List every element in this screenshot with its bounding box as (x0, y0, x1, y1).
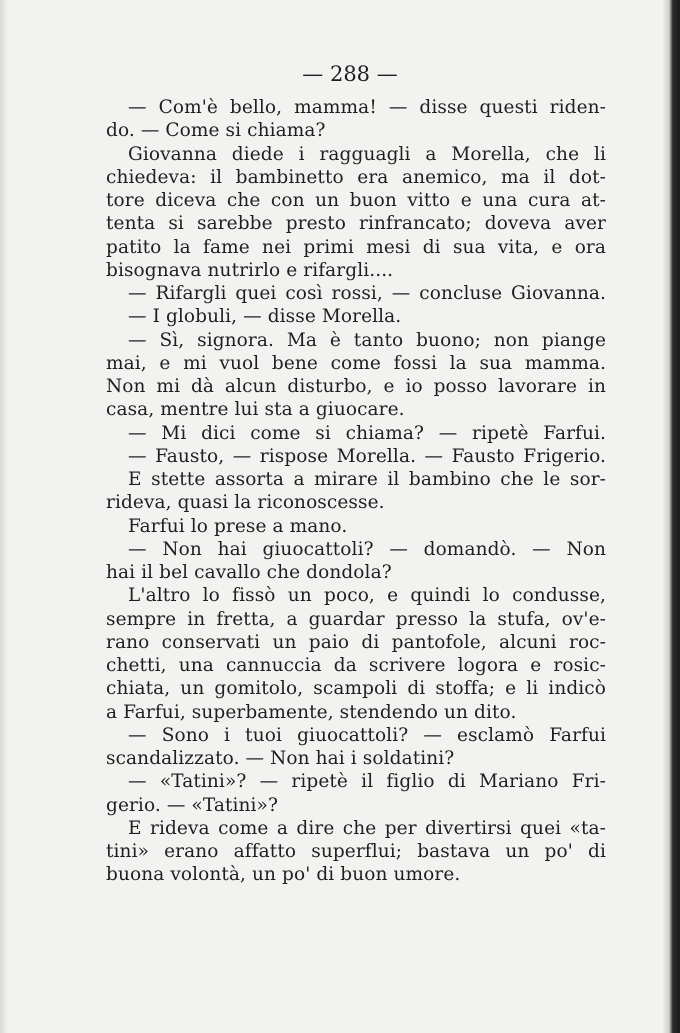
text-line: rideva, quasi la riconoscesse. (106, 492, 385, 514)
text-line: chetti, una cannuccia da scrivere logora e rosic- (106, 655, 606, 676)
book-binding-edge (662, 0, 680, 1033)
text-line: do. — Come si chiama? (106, 120, 326, 142)
text-line: — Rifargli quei così rossi, — concluse Giovanna. (128, 283, 606, 304)
text-line: tore diceva che con un buon vitto e una cura at- (106, 190, 606, 211)
text-line: buona volontà, un po' di buon umore. (106, 864, 461, 886)
text-line: sempre in fretta, a guardar presso la stufa, ov'e- (106, 608, 606, 630)
text-line: mai, e mi vuol bene come fossi la sua mamma. (106, 352, 606, 374)
text-line: casa, mentre lui sta a giuocare. (106, 399, 405, 421)
text-line: Non mi dà alcun disturbo, e io posso lavorare in (106, 376, 606, 397)
page-left-edge (0, 0, 8, 1033)
text-line: — Non hai giuocattoli? — domandò. — Non (128, 538, 606, 560)
text-line: scandalizzato. — Non hai i soldatini? (106, 748, 455, 769)
text-line: gerio. — «Tatini»? (106, 794, 278, 816)
text-line: E stette assorta a mirare il bambino che le sor- (128, 469, 606, 490)
text-line: tini» erano affatto superflui; bastava un po' di (106, 841, 606, 862)
text-line: chiedeva: il bambinetto era anemico, ma il dot- (106, 166, 606, 188)
text-line: — Mi dici come si chiama? — ripetè Farfui. (128, 422, 606, 444)
text-line: — Fausto, — rispose Morella. — Fausto Frigerio. (128, 445, 606, 467)
text-line: patito la fame nei primi mesi di sua vita, e ora (106, 236, 606, 258)
text-line: bisognava nutrirlo e rifargli.... (106, 259, 394, 281)
text-line: hai il bel cavallo che dondola? (106, 562, 392, 583)
text-line: — I globuli, — disse Morella. (128, 306, 402, 328)
text-line: — Com'è bello, mamma! — disse questi riden- (128, 97, 606, 118)
page-number: — 288 — (302, 62, 398, 86)
text-line: — Sì, signora. Ma è tanto buono; non piange (128, 329, 606, 351)
text-line: — Sono i tuoi giuocattoli? — esclamò Farfui (128, 724, 606, 746)
text-line: chiata, un gomitolo, scampoli di stoffa; e li indicò (106, 678, 606, 700)
text-line: L'altro lo fissò un poco, e quindi lo condusse, (128, 585, 606, 607)
text-line: tenta si sarebbe presto rinfrancato; doveva aver (106, 213, 606, 235)
text-line: — «Tatini»? — ripetè il figlio di Mariano Fri- (128, 771, 606, 793)
text-line: E rideva come a dire che per divertirsi quei «ta- (128, 817, 606, 839)
text-line: Farfui lo prese a mano. (128, 515, 348, 537)
text-line: a Farfui, superbamente, stendendo un dito. (106, 701, 517, 723)
text-line: Giovanna diede i ragguagli a Morella, che li (128, 143, 606, 165)
text-line: rano conservati un paio di pantofole, alcuni roc- (106, 631, 606, 653)
page-text (106, 96, 606, 887)
